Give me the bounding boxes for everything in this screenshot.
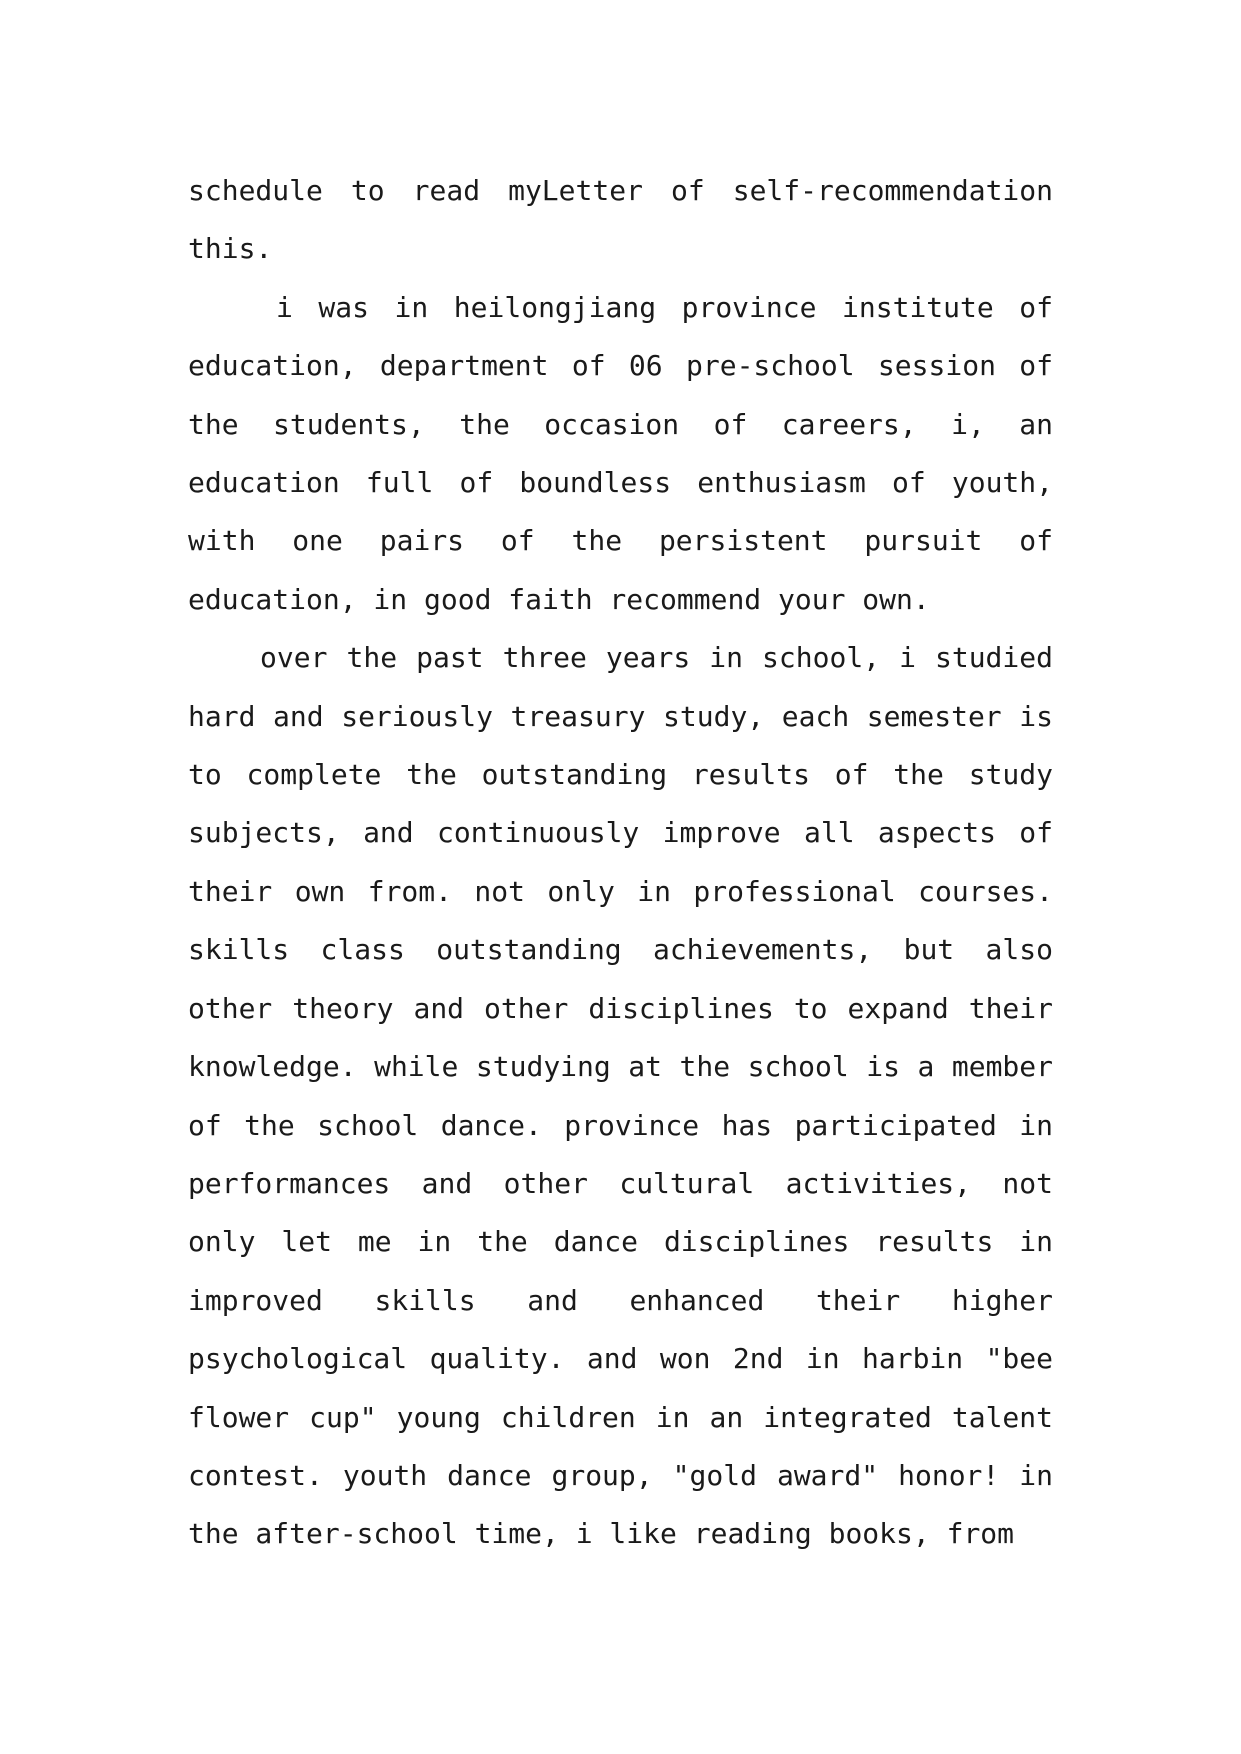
paragraph-3: over the past three years in school, i studied hard and seriously treasury study, each semester is to complete the outstanding results of the study subjects, and continuously improve all aspects of their own from. not only in professional courses. skills class outstanding achievements, but also other theory and other disciplines to expand their knowledge. while studying at the school is a member of the school dance. province has participated in performances and other cultural activities, not only let me in the dance disciplines results in improved skills and enhanced their higher psychological quality. and won 2nd in harbin "bee flower cup" young children in an integrated talent contest. youth dance group, "gold award" honor! in the after-school time, i like reading books, from: [188, 641, 1053, 1551]
letter-body: [188, 162, 1053, 1564]
paragraph-2: i was in heilongjiang province institute of education, department of 06 pre-school session of the students, the occasion of careers, i, an education full of boundless enthusiasm of youth, with one pairs of the persistent pursuit of education, in good faith recommend your own.: [188, 290, 1053, 616]
paragraph-1: schedule to read myLetter of self-recommendation this.: [188, 174, 1053, 266]
